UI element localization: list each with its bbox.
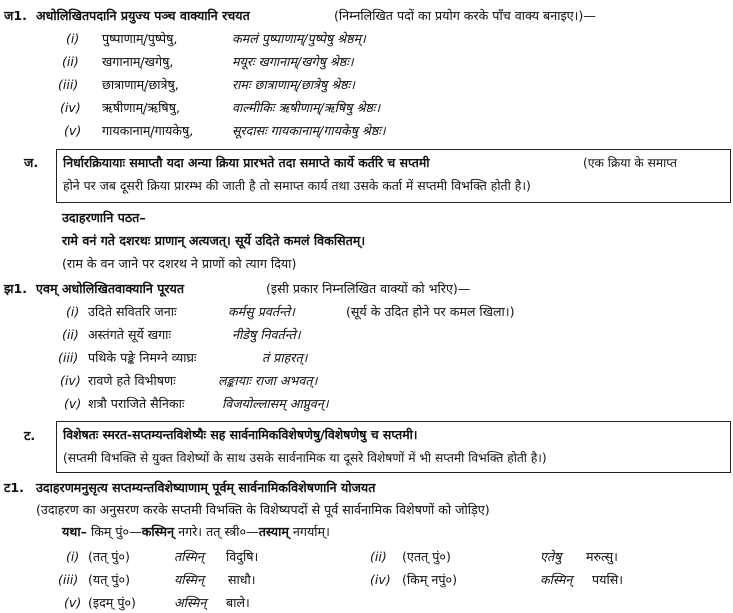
item-number: (ii) bbox=[370, 549, 387, 564]
item-answer: तस्मिन् bbox=[174, 549, 204, 564]
examples-heading: उदाहरणानि पठत– bbox=[62, 210, 146, 225]
item-hint: (इदम् पुं०) bbox=[88, 595, 136, 610]
section-note: (उदाहरण का अनुसरण करके सप्तमी विभक्ति के विशेष्यपदों से पूर्व सार्वनामिक विशेषणों को जोड़िए) bbox=[36, 502, 490, 517]
example-part: नगर्याम्। bbox=[292, 524, 330, 539]
item-sentence: रामः छात्राणाम्/छात्रेषु श्रेष्ठः। bbox=[232, 77, 355, 92]
rule-label: ज. bbox=[24, 155, 39, 170]
example-answer: कस्मिन् bbox=[141, 524, 175, 539]
rule-box bbox=[56, 421, 731, 473]
section-label: ज1. bbox=[4, 8, 27, 23]
item-noun: पयसि। bbox=[592, 572, 624, 587]
item-hint: (तत् पुं०) bbox=[88, 549, 130, 564]
item-number: (v) bbox=[64, 595, 82, 610]
item-sentence: वाल्मीकिः ऋषीणाम्/ऋषिषु श्रेष्ठः। bbox=[232, 100, 381, 115]
item-number: (ii) bbox=[62, 327, 79, 342]
item-word: ऋषीणाम्/ऋषिषु, bbox=[102, 100, 180, 115]
example-translation: (राम के वन जाने पर दशरथ ने प्राणों को त्याग दिया) bbox=[62, 256, 297, 271]
section-label: ट1. bbox=[4, 480, 24, 495]
item-text: उदिते सवितरि जनाः bbox=[88, 304, 177, 319]
rule-label: ट. bbox=[24, 428, 36, 443]
item-text: रावणे हते विभीषणः bbox=[88, 373, 176, 388]
item-noun: विदुषि। bbox=[226, 549, 259, 564]
item-word: पुष्पाणाम्/पुष्पेषु, bbox=[102, 31, 178, 46]
item-number: (iv) bbox=[370, 572, 391, 587]
item-number: (iv) bbox=[60, 100, 81, 115]
item-answer: तं प्राहरत्। bbox=[262, 350, 308, 365]
item-number: (v) bbox=[64, 396, 82, 411]
item-answer: कस्मिन् bbox=[540, 572, 573, 587]
item-noun: बाले। bbox=[226, 595, 250, 610]
item-answer: एतेषु bbox=[540, 549, 562, 564]
section-heading: उदाहरणमनुसृत्य सप्तम्यन्तविशेष्याणाम् पूर्वम् सार्वनामिकविशेषणानि योजयत bbox=[36, 480, 376, 495]
example-answer: तस्याम् bbox=[258, 524, 289, 539]
item-hint: (एतत् पुं०) bbox=[402, 549, 451, 564]
rule-text: विशेषतः स्मरत-सप्तम्यन्तविशेष्यैः सह सार्वनामिकविशेषणेषु/विशेषणेषु च सप्तमी। bbox=[63, 427, 418, 442]
item-text: शत्रौ पराजिते सैनिकाः bbox=[88, 396, 185, 411]
rule-explanation-line2: होने पर जब दूसरी क्रिया प्रारम्भ की जाती है तो समाप्त कार्य तथा उसके कर्ता में सप्तमी विभक्ति होती है।) bbox=[63, 178, 531, 193]
item-answer: यस्मिन् bbox=[174, 572, 204, 587]
item-number: (iii) bbox=[58, 77, 79, 92]
item-sentence: कमलं पुष्पाणाम्/पुष्पेषु श्रेष्ठम्। bbox=[232, 31, 366, 46]
rule-explanation: (एक क्रिया के समाप्त bbox=[583, 156, 677, 170]
section-label: झ1. bbox=[4, 281, 28, 296]
item-noun: मरुत्सु। bbox=[586, 549, 618, 564]
section-heading: अधोलिखितपदानि प्रयुज्य पञ्च वाक्यानि रचयत bbox=[36, 8, 250, 23]
item-extra: (सूर्य के उदित होने पर कमल खिला।) bbox=[346, 304, 515, 319]
item-hint: (किम् नपुं०) bbox=[402, 572, 457, 587]
item-number: (iii) bbox=[58, 350, 79, 365]
item-answer: कर्मसु प्रवर्तन्ते। bbox=[228, 304, 295, 319]
item-sentence: मयूरः खगानाम्/खगेषु श्रेष्ठः। bbox=[232, 54, 354, 69]
item-number: (ii) bbox=[62, 54, 79, 69]
item-word: गायकानाम्/गायकेषु, bbox=[102, 123, 194, 138]
item-answer: अस्मिन् bbox=[174, 595, 207, 610]
item-answer: लङ्कायाः राजा अभवत्। bbox=[218, 373, 318, 388]
rule-explanation: (सप्तमी विभक्ति से युक्त विशेष्यों के साथ उसके सार्वनामिक या दूसरे विशेषणों में भी सप्तमी विभक्ति होती है।) bbox=[63, 451, 547, 465]
item-noun: साधौ। bbox=[228, 572, 256, 587]
item-number: (iv) bbox=[60, 373, 81, 388]
item-word: छात्राणाम्/छात्रेषु, bbox=[102, 77, 179, 92]
rule-text: निर्धारक्रियायाः समाप्तौ यदा अन्या क्रिया प्रारभते तदा समाप्ते कार्ये कर्तरि च सप्तमी bbox=[63, 155, 430, 170]
example-part: नगरे। तत् स्त्री०— bbox=[178, 524, 259, 539]
example-part: किम् पुं०— bbox=[90, 524, 142, 539]
item-number: (i) bbox=[66, 304, 80, 319]
example-line bbox=[62, 524, 330, 540]
item-answer: नीडेषु निवर्तन्ते। bbox=[232, 327, 301, 342]
item-number: (i) bbox=[66, 549, 80, 564]
item-number: (i) bbox=[66, 31, 80, 46]
section-heading: एवम् अधोलिखितवाक्यानि पूरयत bbox=[36, 281, 185, 296]
item-hint: (यत् पुं०) bbox=[88, 572, 131, 587]
item-text: पथिके पङ्के निमग्ने व्याघ्रः bbox=[88, 350, 197, 365]
item-sentence: सूरदासः गायकानाम्/गायकेषु श्रेष्ठः। bbox=[232, 123, 386, 138]
rule-box bbox=[56, 149, 731, 203]
item-number: (iii) bbox=[58, 572, 79, 587]
example-label: यथा– bbox=[62, 524, 87, 539]
section-note: (इसी प्रकार निम्नलिखित वाक्यों को भरिए)— bbox=[266, 281, 471, 296]
example-sentence: रामे वनं गते दशरथः प्राणान् अत्यजत्। सूर्ये उदिते कमलं विकसितम्। bbox=[62, 233, 366, 248]
item-text: अस्तंगते सूर्ये खगाः bbox=[88, 327, 171, 342]
item-answer: विजयोल्लासम् आप्नुवन्। bbox=[222, 396, 329, 411]
section-note: (निम्नलिखित पदों का प्रयोग करके पाँच वाक्य बनाइए।)— bbox=[334, 8, 596, 23]
item-word: खगानाम्/खगेषु, bbox=[102, 54, 174, 69]
item-number: (v) bbox=[64, 123, 82, 138]
